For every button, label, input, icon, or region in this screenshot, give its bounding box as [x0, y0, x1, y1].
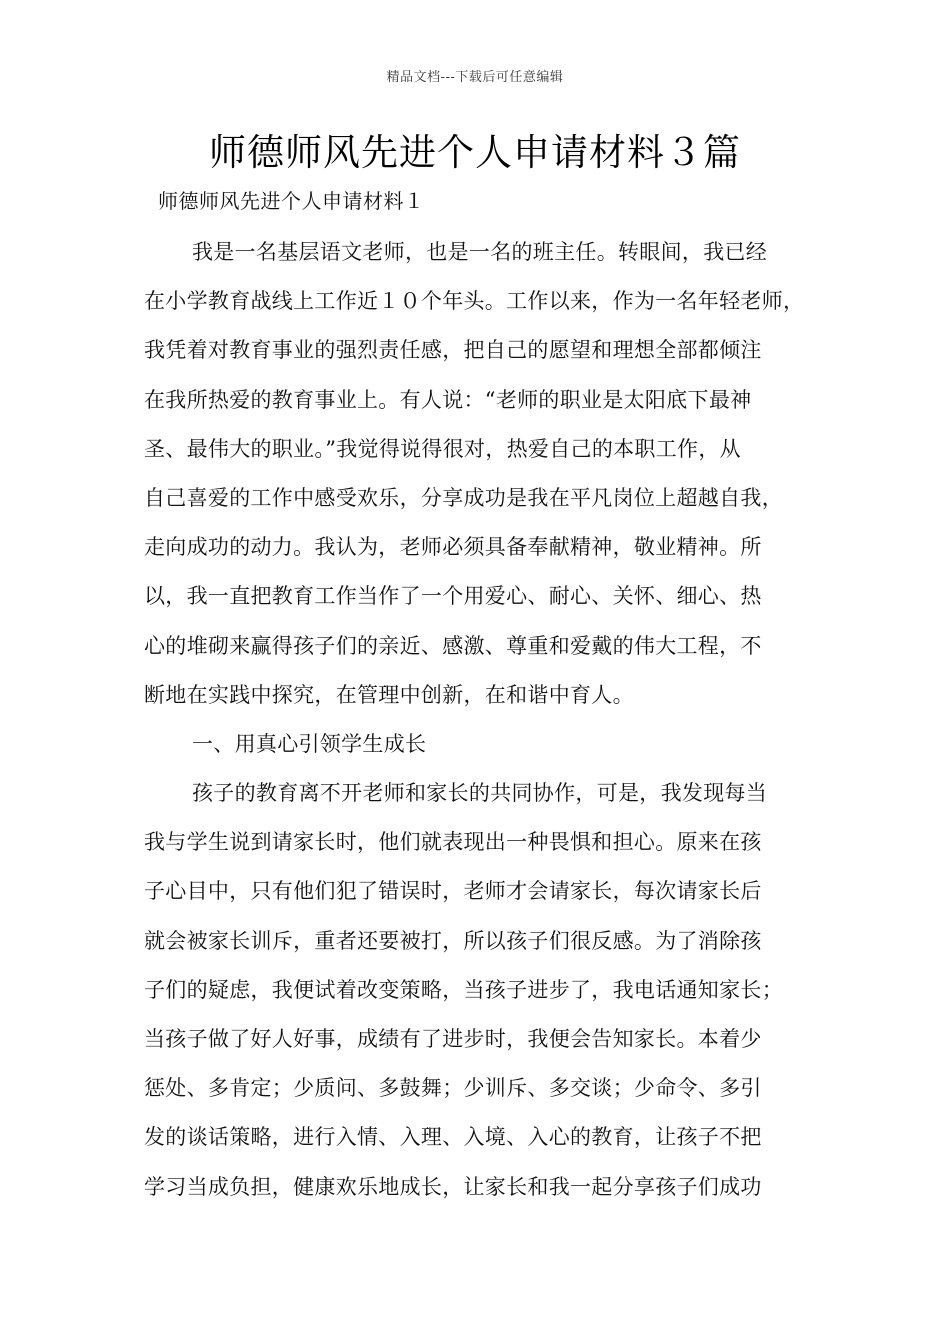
section-subtitle: 师德师风先进个人申请材料１ — [158, 189, 425, 213]
text-line: 在小学教育战线上工作近１０个年头。工作以来，作为一名年轻老师， — [144, 289, 805, 314]
text-line: 我与学生说到请家长时，他们就表现出一种畏惧和担心。原来在孩 — [144, 830, 762, 855]
text-line: 就会被家长训斥，重者还要被打，所以孩子们很反感。为了消除孩 — [144, 928, 762, 953]
text-line: 子们的疑虑，我便试着改变策略，当孩子进步了，我电话通知家长； — [144, 977, 783, 1002]
header-note: 精品文档---下载后可任意编辑 — [386, 70, 564, 85]
text-line: 子心目中，只有他们犯了错误时，老师才会请家长，每次请家长后 — [144, 879, 762, 904]
text-line: 我凭着对教育事业的强烈责任感，把自己的愿望和理想全部都倾注 — [144, 338, 762, 363]
text-line: 心的堆砌来赢得孩子们的亲近、感激、尊重和爱戴的伟大工程，不 — [144, 633, 762, 658]
text-line: 我是一名基层语文老师，也是一名的班主任。转眼间，我已经 — [192, 240, 768, 264]
text-line: 当孩子做了好人好事，成绩有了进步时，我便会告知家长。本着少 — [144, 1027, 762, 1051]
text-line: 在我所热爱的教育事业上。有人说：“老师的职业是太阳底下最神 — [144, 387, 752, 412]
text-line: 惩处、多肯定；少质问、多鼓舞；少训斥、多交谈；少命令、多引 — [144, 1076, 762, 1101]
text-line: 圣、最伟大的职业。”我觉得说得很对，热爱自己的本职工作，从 — [144, 436, 741, 461]
text-line: 学习当成负担，健康欢乐地成长，让家长和我一起分享孩子们成功 — [144, 1174, 762, 1199]
text-line: 一、用真心引领学生成长 — [192, 731, 427, 756]
text-line: 发的谈话策略，进行入情、入理、入境、入心的教育，让孩子不把 — [144, 1125, 762, 1150]
text-line: 孩子的教育离不开老师和家长的共同协作，可是，我发现每当 — [192, 781, 768, 806]
text-line: 断地在实践中探究，在管理中创新，在和谐中育人。 — [144, 682, 634, 707]
body-text — [144, 228, 824, 1212]
text-line: 走向成功的动力。我认为，老师必须具备奉献精神，敬业精神。所 — [144, 535, 762, 560]
document-title: 师德师风先进个人申请材料３篇 — [209, 131, 741, 174]
text-line: 以，我一直把教育工作当作了一个用爱心、耐心、关怀、细心、热 — [144, 584, 762, 609]
text-line: 自己喜爱的工作中感受欢乐，分享成功是我在平凡岗位上超越自我， — [144, 485, 783, 510]
